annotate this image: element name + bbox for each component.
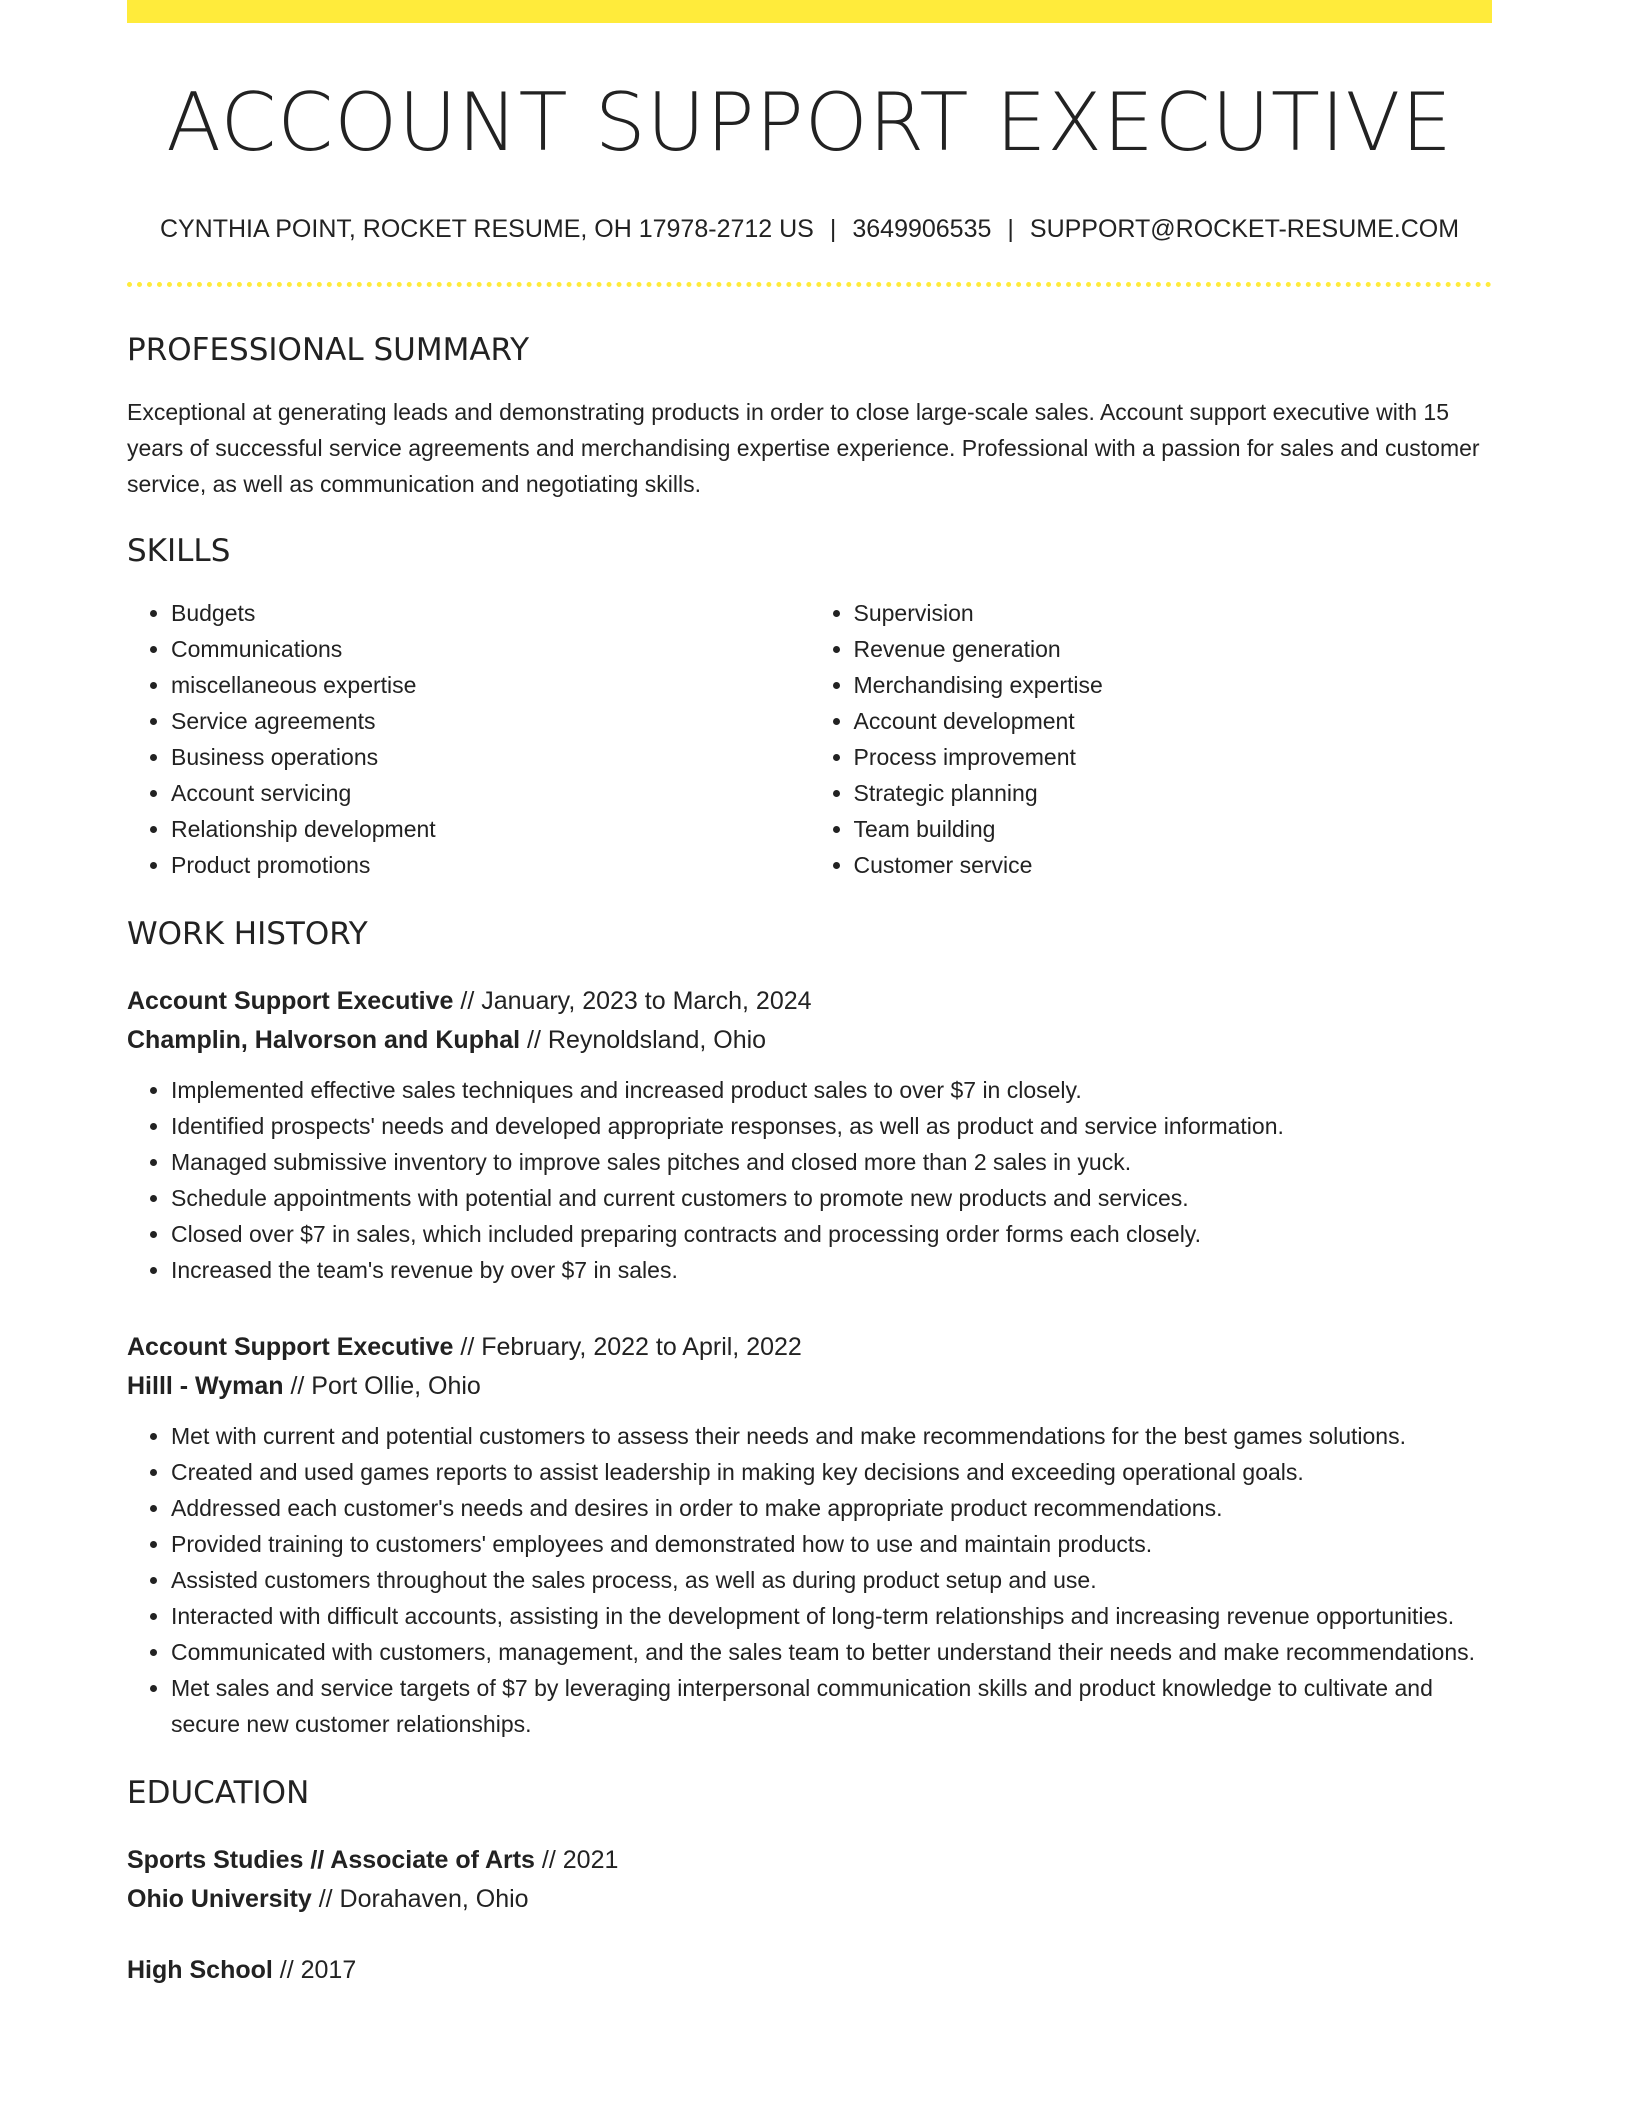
job-entry [127, 982, 1492, 1288]
job-dates: // February, 2022 to April, 2022 [460, 1333, 802, 1361]
skill-item: • Business operations [171, 739, 810, 775]
job-bullet: • Met with current and potential customers to assess their needs and make recommendations for the best games solutions. [171, 1418, 1492, 1454]
education-entry [127, 1841, 1492, 1919]
skill-item: • Account development [854, 703, 1493, 739]
job-bullet: • Addressed each customer's needs and desires in order to make appropriate product recommendations. [171, 1490, 1492, 1526]
education-section [127, 1775, 1492, 1990]
job-location: // Reynoldsland, Ohio [527, 1026, 767, 1054]
skills-grid [127, 595, 1492, 883]
education-degree-line [127, 1951, 1492, 1990]
job-bullet: • Interacted with difficult accounts, assisting in the development of long-term relationships and increasing revenue opportunities. [171, 1598, 1492, 1634]
summary-text: Exceptional at generating leads and demonstrating products in order to close large-scale sales. Account support executive with 15 years of successful service agreements and merchandising expertise experience. Professional with a passion for sales and customer service, as well as communication and negotiating skills. [127, 399, 1480, 497]
skills-column-left [127, 595, 810, 883]
skill-item: • Supervision [854, 595, 1493, 631]
accent-top-bar [127, 0, 1492, 23]
contact-address: CYNTHIA POINT, ROCKET RESUME, OH 17978-2712 US [159, 215, 814, 243]
job-entry [127, 1328, 1492, 1742]
contact-email: SUPPORT@ROCKET-RESUME.COM [1029, 215, 1460, 243]
job-title: Account Support Executive [127, 987, 454, 1015]
education-year: // 2021 [541, 1846, 619, 1874]
contact-phone: 3649906535 [852, 215, 992, 243]
skill-item: • Service agreements [171, 703, 810, 739]
job-title-line [127, 1328, 1492, 1367]
contact-separator: | [829, 215, 837, 243]
job-bullet: • Identified prospects' needs and developed appropriate responses, as well as product and service information. [171, 1108, 1492, 1144]
contact-separator: | [1007, 215, 1014, 243]
skill-item: • Product promotions [171, 847, 810, 883]
education-school-line [127, 1880, 1492, 1919]
skill-item: • Process improvement [854, 739, 1493, 775]
skill-item: • Relationship development [171, 811, 810, 847]
job-bullet: • Closed over $7 in sales, which included preparing contracts and processing order forms each closely. [171, 1216, 1492, 1252]
skills-section [127, 533, 1492, 883]
education-degree: Sports Studies // Associate of Arts [127, 1846, 535, 1874]
education-degree: High School [127, 1956, 273, 1984]
dotted-divider [127, 282, 1492, 287]
skill-item: • Communications [171, 631, 810, 667]
contact-line [127, 217, 1492, 242]
job-dates: // January, 2023 to March, 2024 [460, 987, 812, 1015]
summary-section [127, 332, 1492, 502]
job-company-line [127, 1021, 1492, 1060]
skill-item: • Team building [854, 811, 1493, 847]
skills-column-right [810, 595, 1493, 883]
skill-item: • Merchandising expertise [854, 667, 1493, 703]
summary-heading: PROFESSIONAL SUMMARY [127, 332, 530, 368]
skills-heading: SKILLS [127, 533, 231, 569]
work-history-heading: WORK HISTORY [127, 916, 368, 952]
job-bullet: • Assisted customers throughout the sales process, as well as during product setup and use. [171, 1562, 1492, 1598]
education-entry [127, 1951, 1492, 1990]
education-year: // 2017 [279, 1956, 357, 1984]
job-bullets [127, 1072, 1492, 1288]
skill-item: • Budgets [171, 595, 810, 631]
education-school: Ohio University [127, 1885, 312, 1913]
job-title: Account Support Executive [127, 1333, 454, 1361]
education-location: // Dorahaven, Ohio [318, 1885, 529, 1913]
job-bullet: • Increased the team's revenue by over $7 in sales. [171, 1252, 1492, 1288]
job-bullet: • Schedule appointments with potential and current customers to promote new products and services. [171, 1180, 1492, 1216]
job-company-line [127, 1367, 1492, 1406]
skill-item: • Strategic planning [854, 775, 1493, 811]
education-degree-line [127, 1841, 1492, 1880]
job-bullet: • Communicated with customers, management, and the sales team to better understand their needs and make recommendations. [171, 1634, 1492, 1670]
education-heading: EDUCATION [127, 1775, 310, 1811]
job-bullet: • Created and used games reports to assist leadership in making key decisions and exceeding operational goals. [171, 1454, 1492, 1490]
job-company: Champlin, Halvorson and Kuphal [127, 1026, 521, 1054]
skill-item: • Account servicing [171, 775, 810, 811]
work-history-section [127, 916, 1492, 1742]
resume-title: ACCOUNT SUPPORT EXECUTIVE [166, 76, 1453, 169]
job-bullets [127, 1418, 1492, 1742]
skill-item: • Customer service [854, 847, 1493, 883]
skill-item: • Revenue generation [854, 631, 1493, 667]
job-bullet: • Provided training to customers' employees and demonstrated how to use and maintain products. [171, 1526, 1492, 1562]
job-bullet: • Managed submissive inventory to improve sales pitches and closed more than 2 sales in yuck. [171, 1144, 1492, 1180]
job-bullet: • Met sales and service targets of $7 by leveraging interpersonal communication skills and product knowledge to cultivate and secure new customer relationships. [171, 1670, 1492, 1742]
job-title-line [127, 982, 1492, 1021]
skill-item: • miscellaneous expertise [171, 667, 810, 703]
job-company: Hilll - Wyman [127, 1372, 284, 1400]
job-bullet: • Implemented effective sales techniques and increased product sales to over $7 in closely. [171, 1072, 1492, 1108]
job-location: // Port Ollie, Ohio [290, 1372, 481, 1400]
resume-page [127, 0, 1492, 1990]
